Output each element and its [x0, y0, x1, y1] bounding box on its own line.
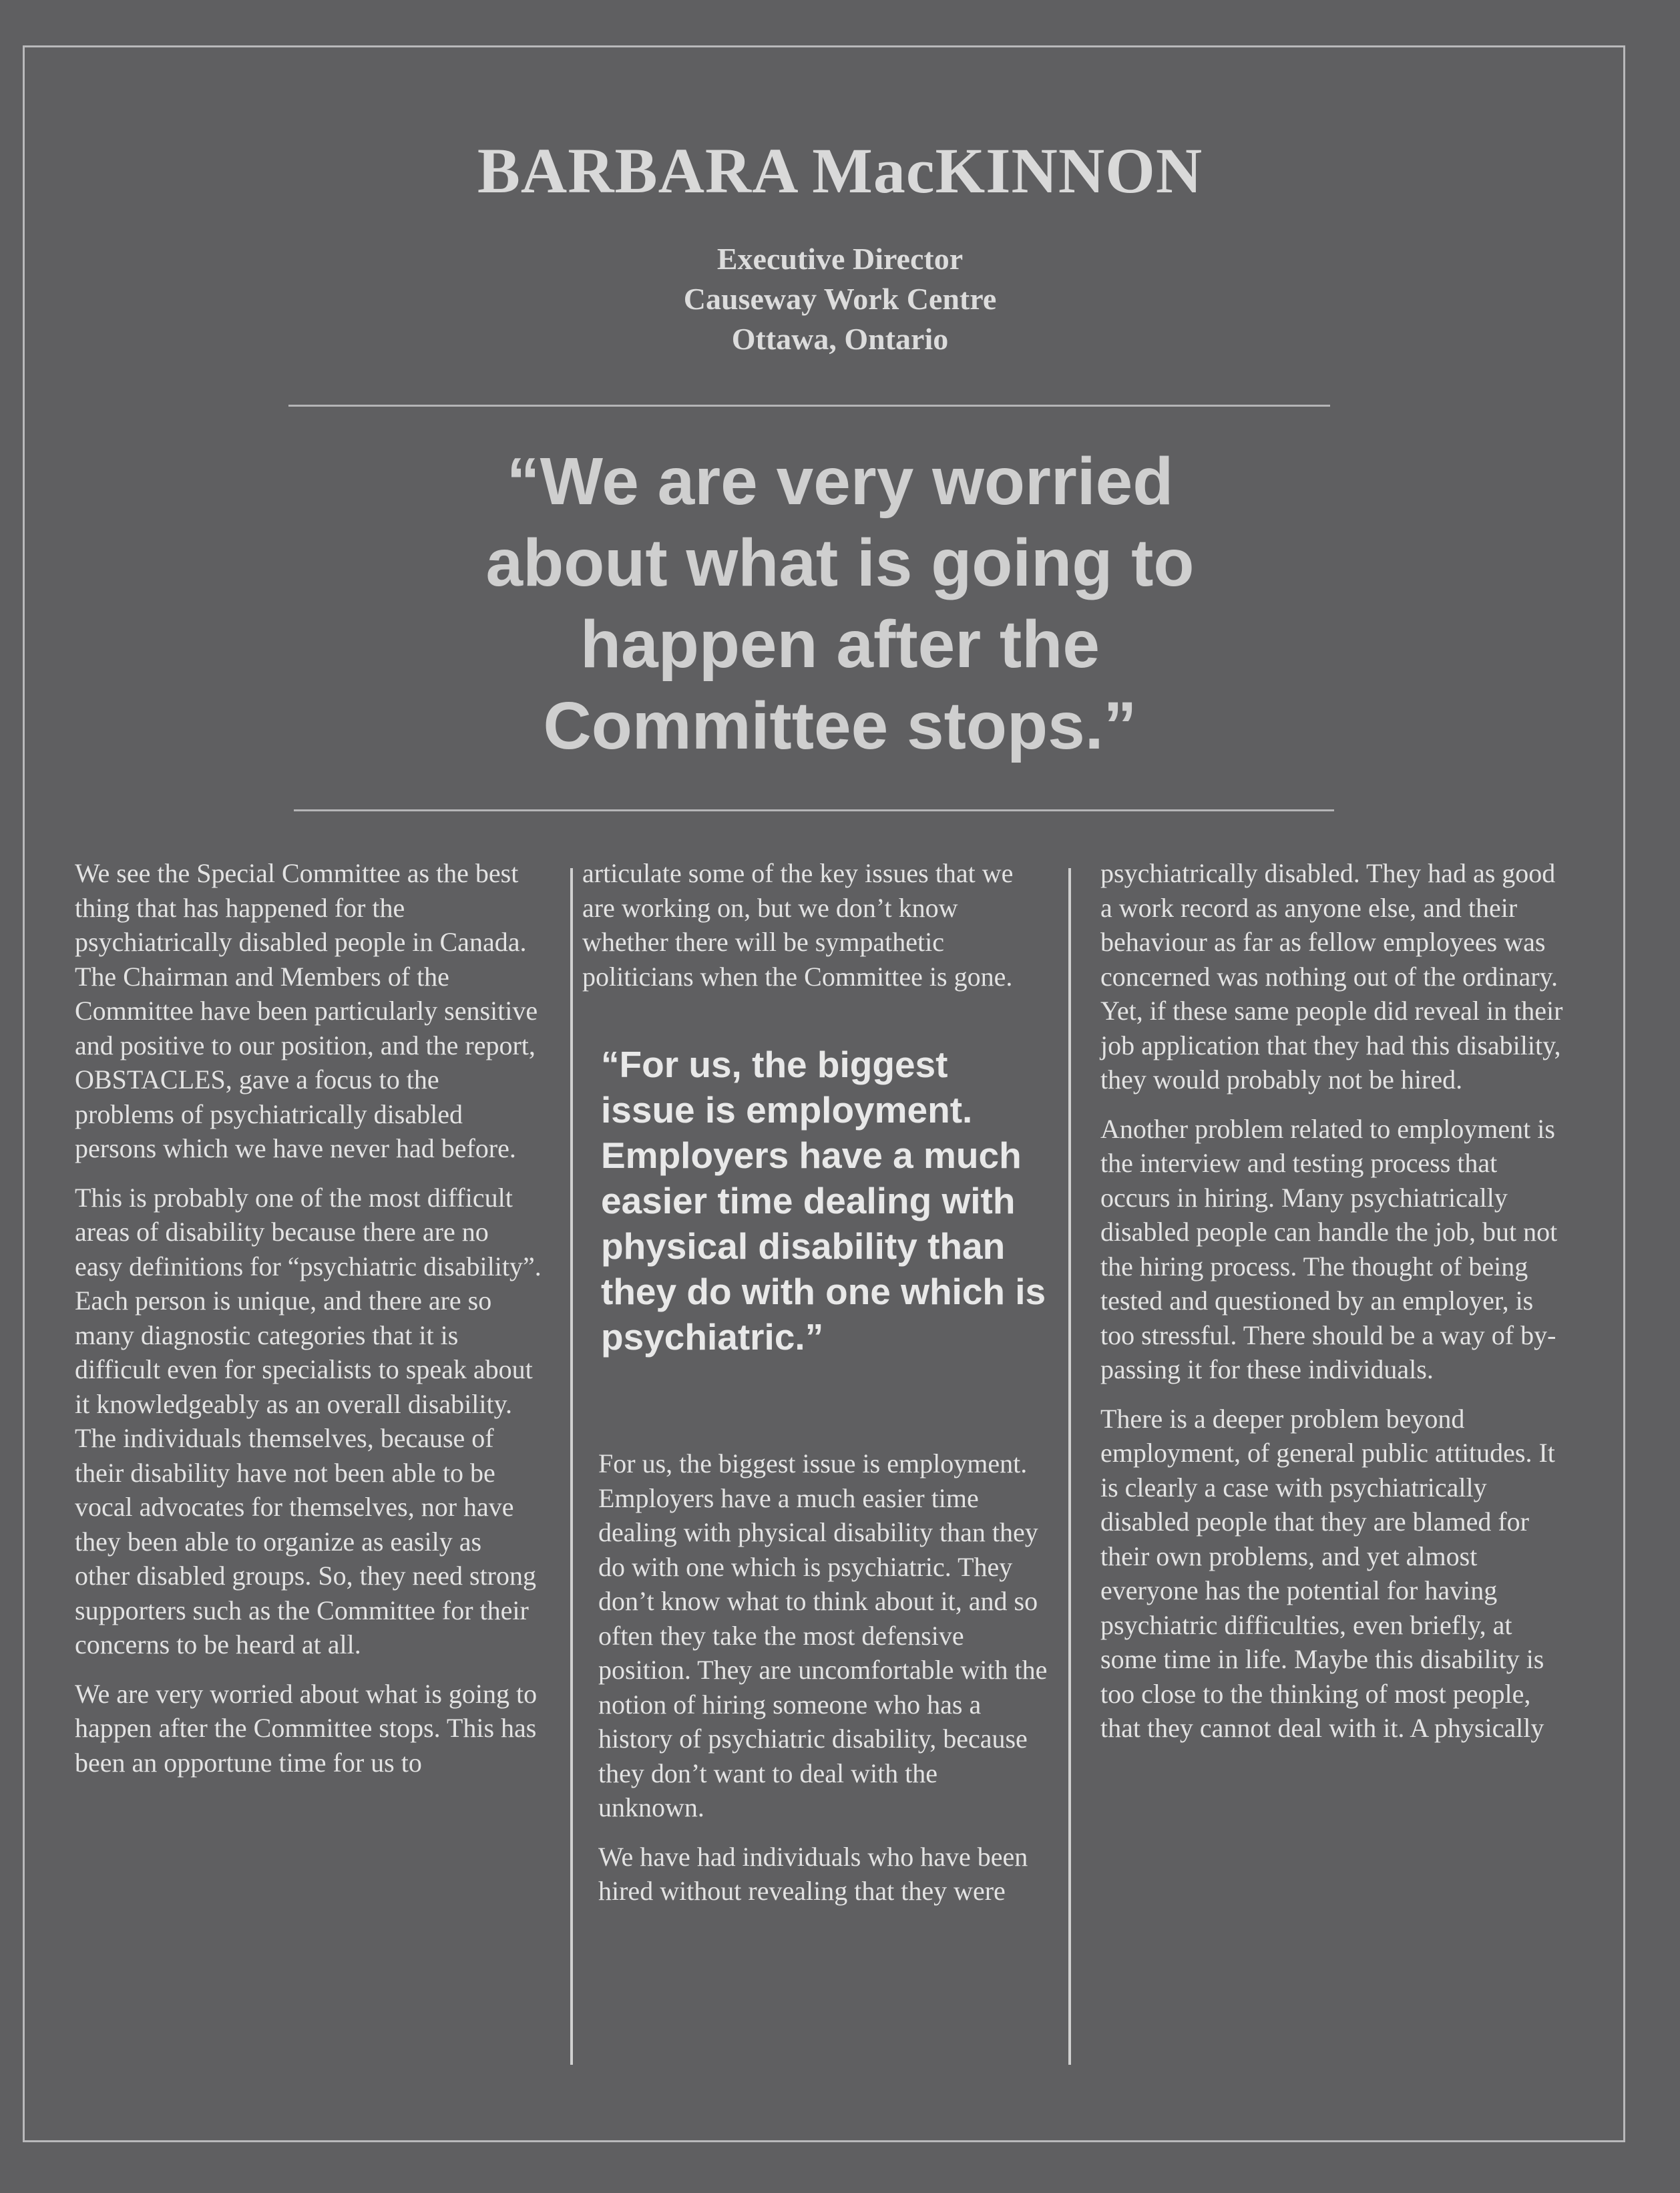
paragraph: psychiatrically disabled. They had as good a work record as anyone else, and their behaviour as far as fellow employees was concerned was nothing out of the ordinary. Yet, if these same people did reveal in their job application that they had this disability, they would probably not be hired.	[1100, 858, 1563, 1094]
profile-title: Executive Director	[716, 242, 964, 276]
inner-pull-quote: “For us, the biggest issue is employment. Employers have a much easier time dealing with physical disability than they do with one which is psychiatric.”	[601, 1044, 1046, 1358]
column-divider	[1068, 868, 1071, 2065]
pull-quote-line: happen after the	[580, 607, 1100, 682]
column-3	[1100, 856, 1568, 1760]
profile-affiliation	[0, 239, 1680, 359]
profile-name: BARBARA MacKINNON	[477, 135, 1203, 206]
paragraph: We see the Special Committee as the best thing that has happened for the psychiatrically disabled people in Canada. The Chairman and Members of the Committee have been particularly sensitive and positive to our position, and the report, OBSTACLES, gave a focus to the problems of psychiatrically disabled persons which we have never had before.	[75, 858, 538, 1163]
pull-quote	[0, 441, 1680, 767]
paragraph: Another problem related to employment is the interview and testing process that occurs in hiring. Many psychiatrically disabled people can handle the job, but not the hiring process. The thought of being tested and questioned by an employer, is too stressful. There should be a way of by-passing it for these individuals.	[1100, 1113, 1558, 1384]
paragraph: For us, the biggest issue is employment. Employers have a much easier time dealing with physical disability than they do with one which is psychiatric. They don’t know what to think about it, and so often they take the most defensive position. They are uncomfortable with the notion of hiring someone who has a history of psychiatric disability, because they don’t want to deal with the unknown.	[598, 1448, 1048, 1822]
pull-quote-line: Committee stops.”	[543, 688, 1137, 763]
column-divider	[570, 868, 573, 2065]
pull-quote-line: “We are very worried	[506, 444, 1174, 519]
paragraph: articulate some of the key issues that we are working on, but we don’t know whether there will be sympathetic politicians when the Committee is gone.	[582, 858, 1014, 992]
profile-location: Ottawa, Ontario	[731, 322, 949, 356]
paragraph: There is a deeper problem beyond employment, of general public attitudes. It is clearly a case with psychiatrically disabled people that they are blamed for their own problems, and yet almost everyone has the potential for having psychiatric difficulties, even briefly, at some time in life. Maybe this disability is too close to the thinking of most people, that they cannot deal with it. A physically	[1100, 1403, 1555, 1743]
column-1	[75, 856, 542, 1794]
bottom-rule	[294, 809, 1334, 811]
top-rule	[288, 405, 1330, 407]
paragraph: We are very worried about what is going to happen after the Committee stops. This has been an opportune time for us to	[75, 1678, 538, 1778]
profile-organization: Causeway Work Centre	[683, 282, 997, 316]
pull-quote-line: about what is going to	[485, 526, 1195, 600]
column-2	[582, 856, 1050, 1923]
paragraph: This is probably one of the most difficult areas of disability because there are no easy definitions for “psychiatric disability”. Each person is unique, and there are so many diagnostic categories that it is difficult even for specialists to speak about it knowledgeably as an overall disability. The individuals themselves, because of their disability have not been able to be vocal advocates for themselves, nor have they been able to organize as easily as other disabled groups. So, they need strong supporters such as the Committee for their concerns to be heard at all.	[75, 1182, 542, 1659]
paragraph: We have had individuals who have been hired without revealing that they were	[598, 1841, 1028, 1906]
